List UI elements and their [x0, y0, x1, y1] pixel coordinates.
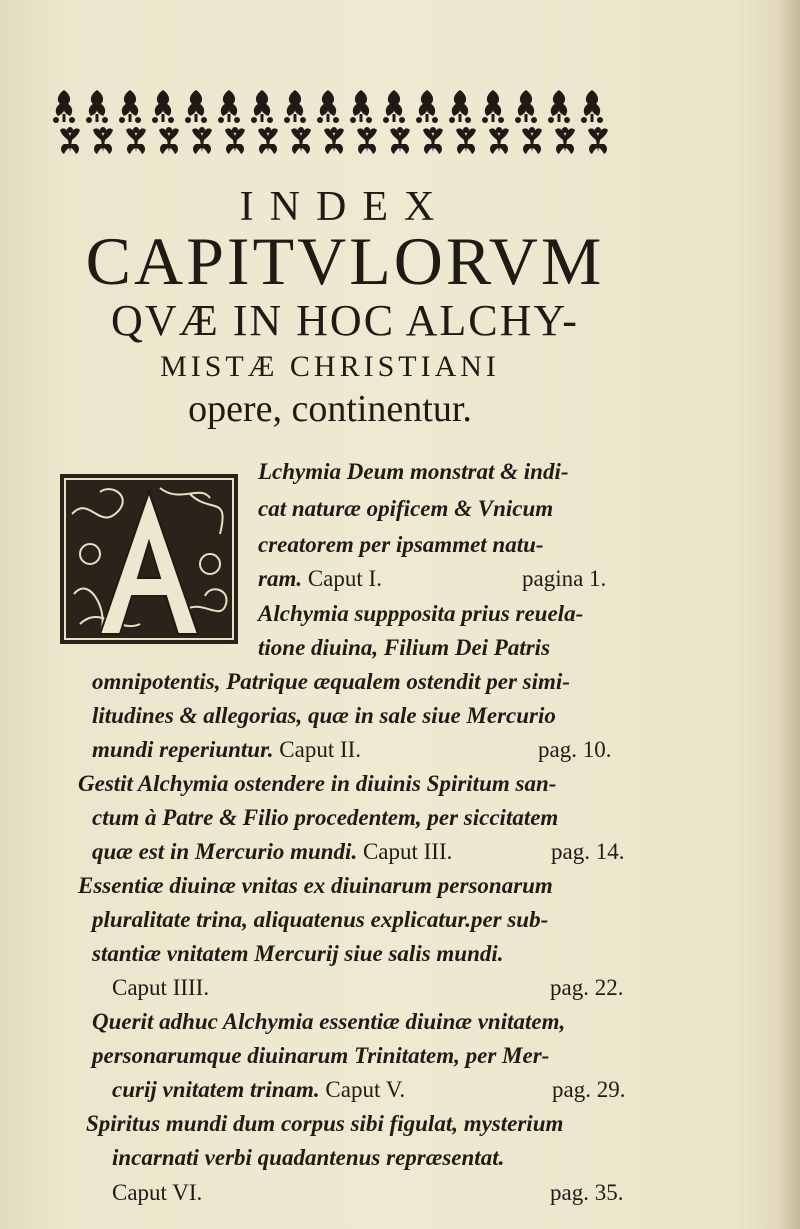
caput-label: Caput V.	[325, 1077, 406, 1102]
index-line: ram. Caput I. pagina 1.	[258, 566, 607, 591]
title-opere-continentur: opere, continentur.	[188, 388, 472, 430]
title-mistae-christiani: MISTÆ CHRISTIANI	[160, 350, 500, 383]
index-line: Spiritus mundi dum corpus sibi figulat, mysterium	[86, 1111, 564, 1136]
index-line: Querit adhuc Alchymia essentiæ diuinæ vnitatem,	[92, 1009, 566, 1034]
caput-label: Caput VI.	[112, 1180, 203, 1205]
title-quae-in-hoc: QVÆ IN HOC ALCHY-	[111, 296, 579, 345]
index-line: Alchymia suppposita prius reuela-	[258, 601, 584, 626]
page-reference: pag. 22.	[550, 975, 624, 1000]
caput-label: Caput IIII.	[112, 975, 210, 1000]
index-line: quæ est in Mercurio mundi. Caput III. pag. 14.	[92, 839, 625, 864]
index-line: omnipotentis, Patrique æqualem ostendit per simi-	[92, 669, 570, 694]
index-line	[112, 975, 652, 1001]
index-line: personarumque diuinarum Trinitatem, per Mer-	[92, 1043, 550, 1068]
caput-label: Caput II.	[279, 737, 362, 762]
index-line: litudines & allegorias, quæ in sale siue Mercurio	[92, 703, 556, 728]
index-line: stantiæ vnitatem Mercurij siue salis mundi.	[92, 941, 504, 966]
index-line: pluralitate trina, aliquatenus explicatur.per sub-	[92, 907, 549, 932]
title-capitulorum: CAPITVLORVM	[85, 223, 605, 299]
caput-label: Caput I.	[307, 566, 382, 591]
page-reference: pag. 35.	[550, 1180, 624, 1205]
index-line: Essentiæ diuinæ vnitas ex diuinarum personarum	[78, 873, 553, 898]
caput-label: Caput III.	[362, 839, 453, 864]
index-line: Gestit Alchymia ostendere in diuinis Spiritum san-	[78, 771, 557, 796]
index-line: Lchymia Deum monstrat & indi-	[258, 459, 569, 484]
index-line: curij vnitatem trinam. Caput V. pag. 29.	[112, 1077, 626, 1102]
page-reference: pagina 1.	[522, 566, 607, 591]
index-line: ctum à Patre & Filio procedentem, per siccitatem	[92, 805, 559, 830]
page-reference: pag. 14.	[551, 839, 625, 864]
page-reference: pag. 10.	[538, 737, 612, 762]
index-line: incarnati verbi quadantenus repræsentat.	[112, 1145, 505, 1170]
index-line: tione diuina, Filium Dei Patris	[258, 635, 551, 660]
index-line: creatorem per ipsammet natu-	[258, 532, 544, 557]
index-line	[112, 1180, 652, 1206]
index-line: mundi reperiuntur. Caput II. pag. 10.	[92, 737, 612, 762]
index-line: cat naturæ opificem & Vnicum	[258, 496, 554, 521]
page-reference: pag. 29.	[552, 1077, 626, 1102]
title-index: INDEX	[239, 184, 451, 230]
